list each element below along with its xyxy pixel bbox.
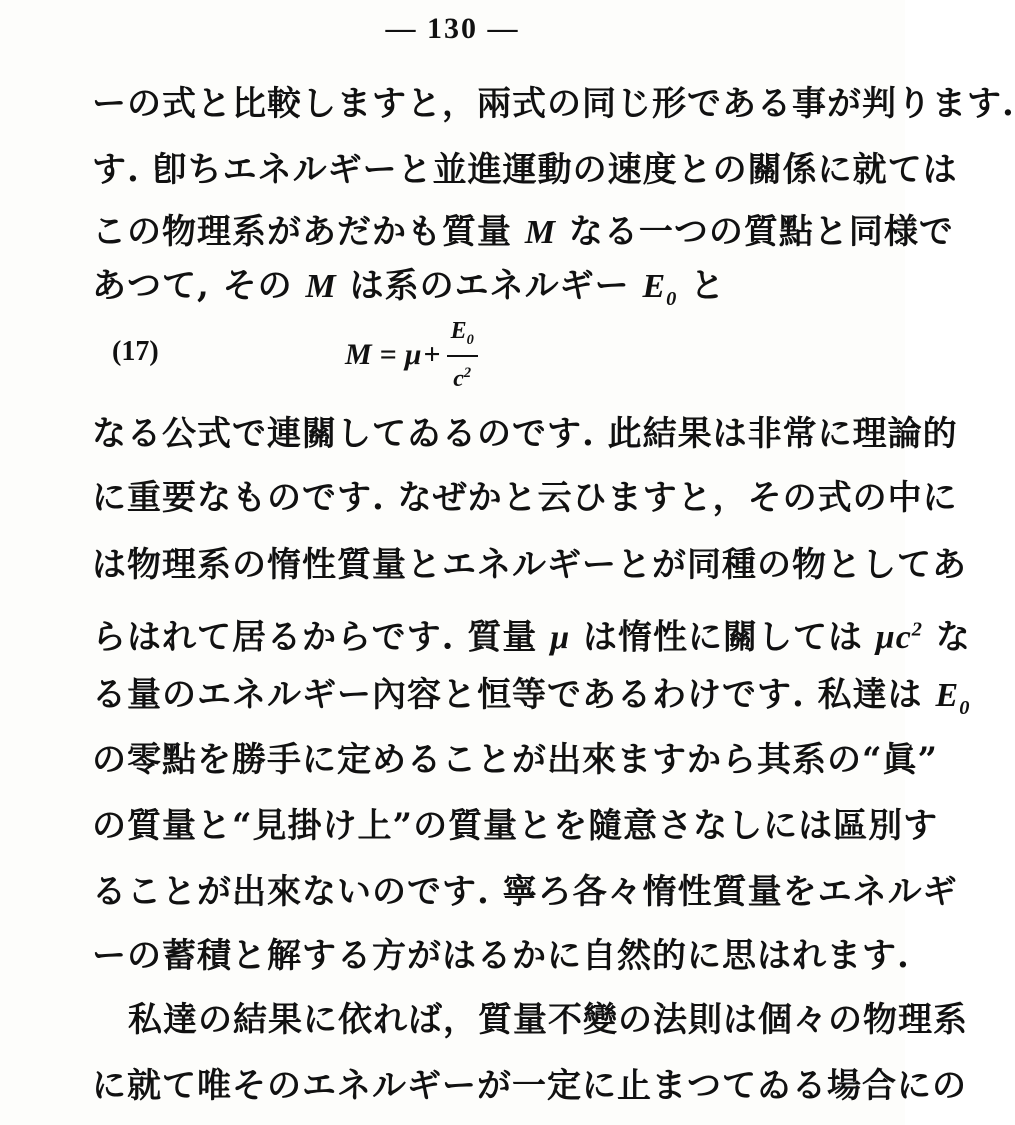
symbol-M-2: M	[305, 268, 337, 305]
symbol-E-subscript: 0	[666, 287, 678, 310]
denominator-c: c	[453, 366, 464, 393]
paragraph-1-line-4-middle: は系のエネルギー	[349, 266, 630, 306]
paragraph-2-line-7: の質量と“見掛け上”の質量とを隨意さなしには區別す	[92, 806, 939, 846]
paragraph-2-line-4-mid: は惰性に關しては	[582, 617, 863, 658]
paragraph-2-line-1: なる公式で連關してゐるのです. 此結果は非常に理論的	[92, 414, 958, 454]
equation-denominator	[453, 357, 471, 393]
paragraph-1-line-3-head: この物理系があだかも質量	[92, 212, 512, 252]
symbol-E: E	[642, 268, 667, 305]
paragraph-1-line-3	[92, 212, 954, 253]
paragraph-2-line-6: の零點を勝手に定めることが出來ますから其系の“眞”	[92, 740, 939, 780]
symbol-muc-superscript: 2	[911, 619, 923, 641]
paragraph-2-line-2: に重要なものです. なぜかと云ひますと，その式の中に	[92, 478, 958, 518]
paragraph-2-line-5-head: る量のエネルギー內容と恒等であるわけです. 私達は	[92, 675, 923, 715]
denominator-superscript: 2	[463, 365, 472, 382]
equation-17	[345, 317, 478, 393]
equation-equals: =	[379, 338, 397, 371]
symbol-M: M	[524, 214, 557, 251]
symbol-E-2: E	[935, 677, 960, 714]
page-number: — 130 —	[385, 12, 520, 45]
symbol-E0-2	[935, 677, 971, 719]
paragraph-2-line-4-head: らはれて居るからです. 質量	[92, 617, 538, 658]
symbol-E0	[642, 268, 678, 310]
paragraph-2-line-5	[92, 675, 971, 728]
symbol-mu: μ	[550, 619, 571, 657]
paragraph-1-line-4-tail: と	[690, 266, 726, 306]
equation-mu: μ	[404, 338, 422, 371]
paragraph-3-line-1: 私達の結果に依れば，質量不變の法則は個々の物理系	[128, 1000, 968, 1040]
numerator-E: E	[450, 317, 467, 344]
paragraph-1-line-3-tail: なる一つの質點と同様で	[568, 212, 954, 252]
paragraph-3-line-2: に就て唯そのエネルギーが一定に止まつてゐる場合にの	[92, 1066, 967, 1106]
paragraph-2-line-8: ることが出來ないのです. 寧ろ各々惰性質量をエネルギ	[92, 872, 958, 912]
paragraph-1-line-2: す. 卽ちエネルギーと並進運動の速度との關係に就ては	[92, 150, 958, 190]
paragraph-2-line-3: は物理系の惰性質量とエネルギーとが同種の物としてあ	[92, 545, 967, 585]
equation-number: (17)	[112, 336, 159, 367]
equation-numerator	[447, 317, 478, 358]
paragraph-2-line-4-tail: な	[935, 617, 971, 658]
symbol-muc: μc	[875, 619, 912, 657]
paragraph-1-line-4-head: あつて, その	[92, 266, 293, 306]
equation-lhs: M	[345, 338, 372, 371]
paragraph-2-line-9: ーの蓄積と解する方がはるかに自然的に思はれます.	[92, 936, 910, 976]
paragraph-1-line-4	[92, 266, 812, 319]
symbol-E-2-subscript: 0	[959, 696, 971, 719]
equation-plus: +	[423, 338, 441, 371]
paragraph-1-line-1: ーの式と比較しますと，兩式の同じ形である事が判ります.	[92, 84, 1015, 124]
symbol-muc2	[876, 619, 923, 656]
equation-fraction	[447, 317, 478, 394]
numerator-subscript: 0	[466, 331, 474, 348]
